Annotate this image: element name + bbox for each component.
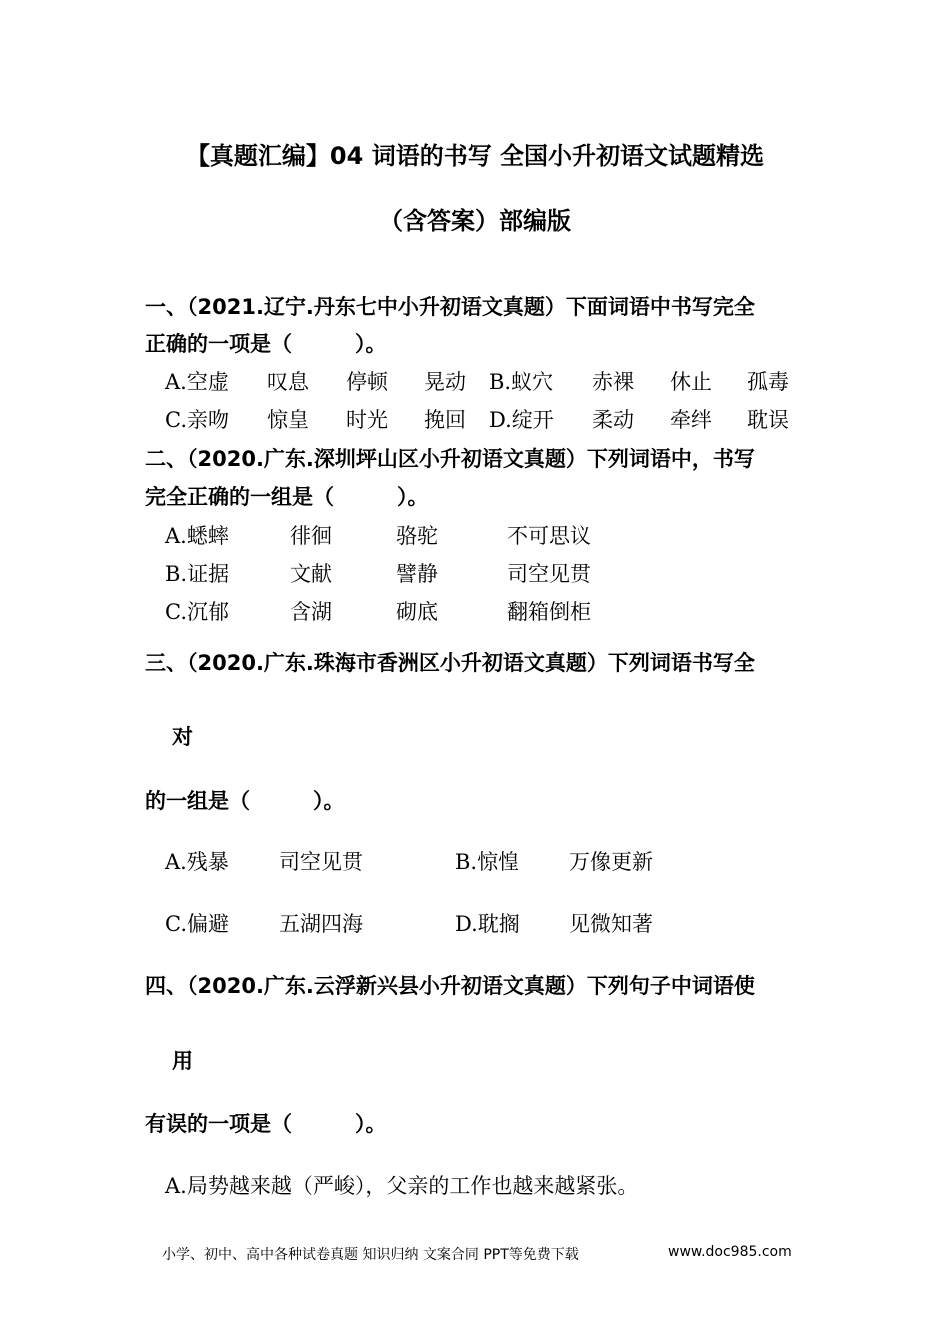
q3-option-b-word: B.惊惶 <box>455 850 520 874</box>
question-1-stem: 一、（2021.辽宁.丹东七中小升初语文真题）下面词语中书写完全 <box>145 295 755 319</box>
q4-option-a: A.局势越来越（严峻），父亲的工作也越来越紧张。 <box>165 1174 639 1198</box>
q1-option-d-word: 牵绊 <box>670 408 712 432</box>
footer-text: 小学、初中、高中各种试卷真题 知识归纳 文案合同 PPT等免费下载 <box>162 1247 579 1263</box>
q1-option-b-word: 休止 <box>670 370 712 394</box>
q1-option-c-word: C.亲吻 <box>165 408 229 432</box>
q1-option-b-word: 赤裸 <box>592 370 634 394</box>
q2-option-c-word: 翻箱倒柜 <box>507 600 591 624</box>
q3-option-d-word: D.耽搁 <box>455 912 520 936</box>
question-4-stem: 四、（2020.广东.云浮新兴县小升初语文真题）下列句子中词语使 <box>145 974 755 998</box>
q2-option-a-word: 不可思议 <box>507 524 591 548</box>
q2-option-c-word: 含湖 <box>290 600 332 624</box>
q2-option-c-word: 砌底 <box>396 600 438 624</box>
question-3-stem: 三、（2020.广东.珠海市香洲区小升初语文真题）下列词语书写全 <box>145 651 755 675</box>
q3-option-a-word: 司空见贯 <box>279 850 363 874</box>
question-2-stem: 二、（2020.广东.深圳坪山区小升初语文真题）下列词语中，书写 <box>145 447 755 471</box>
q1-option-d-word: 耽误 <box>747 408 789 432</box>
q1-option-d-word: D.绽开 <box>489 408 554 432</box>
question-4-stem-cont: 用 <box>172 1049 193 1073</box>
q2-option-b-word: 文献 <box>290 562 332 586</box>
q1-option-a-word: 晃动 <box>424 370 466 394</box>
q3-option-b-word: 万像更新 <box>569 850 653 874</box>
page-subtitle: （含答案）部编版 <box>379 207 571 235</box>
q1-option-d-word: 柔动 <box>592 408 634 432</box>
question-3-stem-cont: 对 <box>172 725 193 749</box>
q2-option-b-word: 司空见贯 <box>507 562 591 586</box>
q1-option-a-word: 停顿 <box>346 370 388 394</box>
page-title: 【真题汇编】04 词语的书写 全国小升初语文试题精选 <box>185 142 765 170</box>
q3-option-c-word: C.偏避 <box>165 912 229 936</box>
q1-option-a-word: 叹息 <box>267 370 309 394</box>
q2-option-b-word: B.证据 <box>165 562 230 586</box>
question-1-stem-cont: 正确的一项是（ ）。 <box>145 332 387 356</box>
question-3-stem-end: 的一组是（ ）。 <box>145 789 345 813</box>
q1-option-a-word: A.空虚 <box>165 370 229 394</box>
q1-option-b-word: 孤毒 <box>747 370 789 394</box>
q2-option-a-word: 徘徊 <box>290 524 332 548</box>
q1-option-b-word: B.蚁穴 <box>489 370 554 394</box>
q3-option-d-word: 见微知著 <box>569 912 653 936</box>
q2-option-b-word: 譬静 <box>396 562 438 586</box>
footer-url[interactable]: www.doc985.com <box>668 1244 792 1260</box>
q2-option-a-word: 骆驼 <box>396 524 438 548</box>
q1-option-c-word: 惊皇 <box>267 408 309 432</box>
q3-option-c-word: 五湖四海 <box>279 912 363 936</box>
question-2-stem-cont: 完全正确的一组是（ ）。 <box>145 485 429 509</box>
q2-option-c-word: C.沉郁 <box>165 600 229 624</box>
q3-option-a-word: A.残暴 <box>165 850 229 874</box>
q2-option-a-word: A.蟋蟀 <box>165 524 229 548</box>
question-4-stem-end: 有误的一项是（ ）。 <box>145 1112 387 1136</box>
q1-option-c-word: 挽回 <box>424 408 466 432</box>
q1-option-c-word: 时光 <box>346 408 388 432</box>
